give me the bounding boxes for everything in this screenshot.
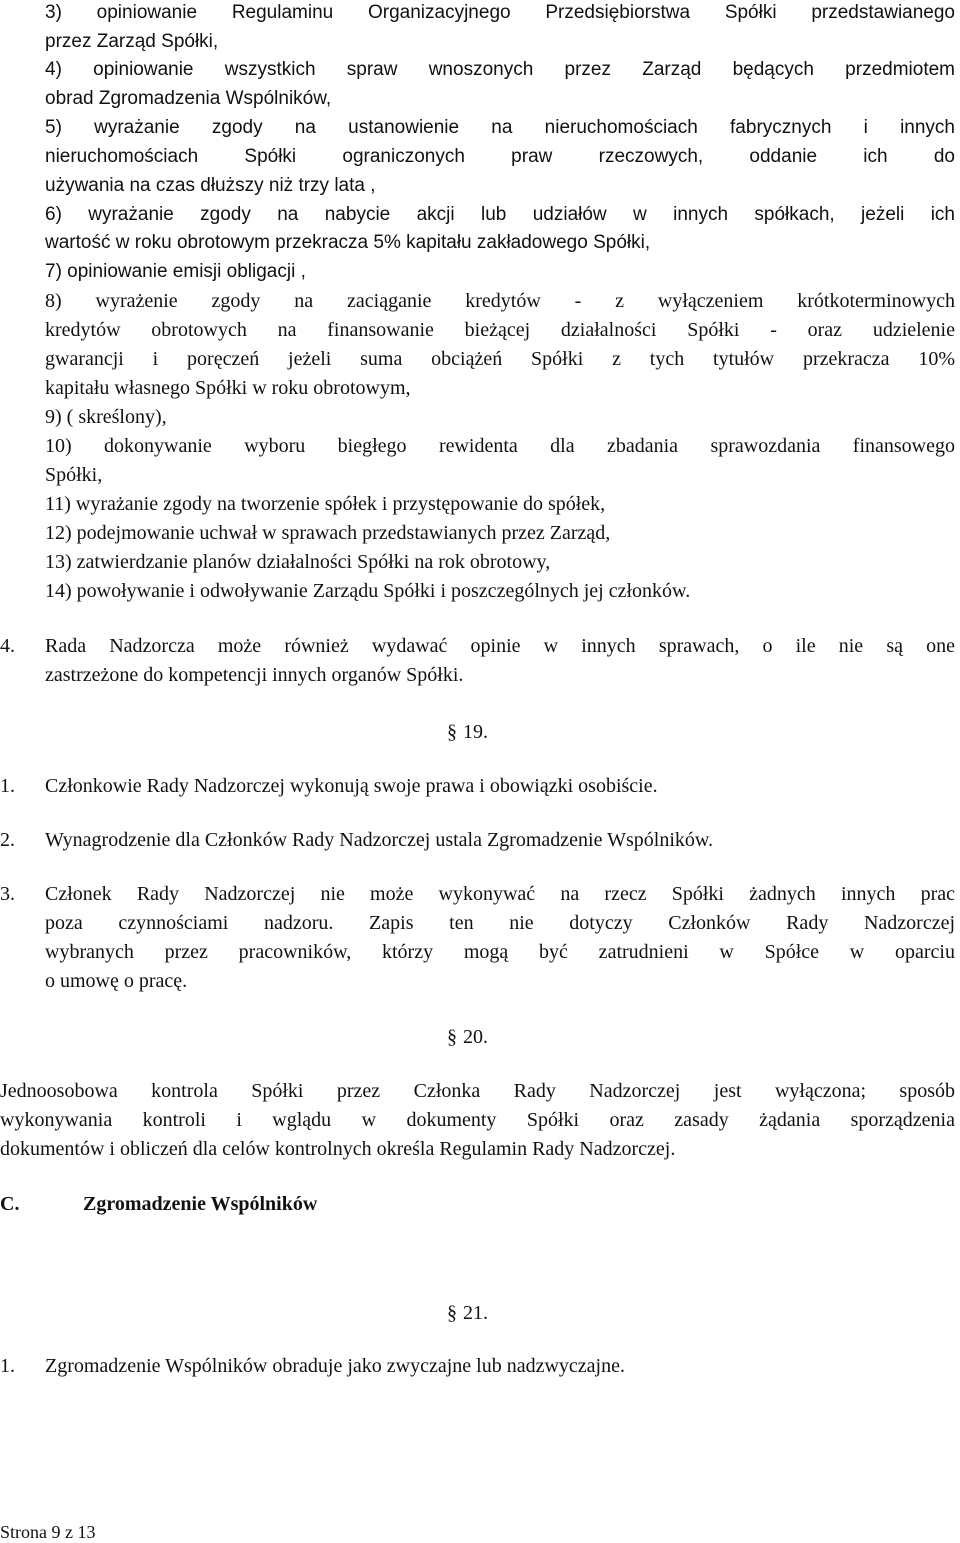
list-item-6-line-1: 6) wyrażanie zgody na nabycie akcji lub udziałów w innych spółkach, jeżeli ich xyxy=(45,204,955,225)
list-item-10-line-1: 10) dokonywanie wyboru biegłego rewidenta dla zbadania sprawozdania finansowego xyxy=(45,435,955,457)
section-19-point-3-line-4: o umowę o pracę. xyxy=(45,970,188,992)
section-symbol: § xyxy=(447,1026,457,1048)
list-item-13-line-1: 13) zatwierdzanie planów działalności Spółki na rok obrotowy, xyxy=(45,551,551,573)
section-number: 21. xyxy=(463,1302,488,1324)
list-item-6-line-2: wartość w roku obrotowym przekracza 5% kapitału zakładowego Spółki, xyxy=(45,232,651,253)
list-item-10-line-2: Spółki, xyxy=(45,464,103,486)
list-item-4-line-2: obrad Zgromadzenia Wspólników, xyxy=(45,88,332,109)
list-item-12-line-1: 12) podejmowanie uchwał w sprawach przedstawianych przez Zarząd, xyxy=(45,522,611,544)
section-19-point-2-number: 2. xyxy=(0,829,15,851)
list-item-3-line-1: 3) opiniowanie Regulaminu Organizacyjnego Przedsiębiorstwa Spółki przedstawianego xyxy=(45,2,955,23)
point-4-number: 4. xyxy=(0,635,15,657)
section-19-point-3-line-3: wybranych przez pracowników, którzy mogą być zatrudnieni w Spółce w oparciu xyxy=(45,941,955,963)
list-item-14-line-1: 14) powoływanie i odwoływanie Zarządu Spółki i poszczególnych jej członków. xyxy=(45,580,691,602)
chapter-title: Zgromadzenie Wspólników xyxy=(83,1193,318,1215)
list-item-8-line-1: 8) wyrażenie zgody na zaciąganie kredytów - z wyłączeniem krótkoterminowych xyxy=(45,290,955,312)
section-19-heading xyxy=(447,719,488,745)
section-19-point-3-line-2: poza czynnościami nadzoru. Zapis ten nie dotyczy Członków Rady Nadzorczej xyxy=(45,912,955,934)
point-4-line-2: zastrzeżone do kompetencji innych organów Spółki. xyxy=(45,664,464,686)
list-item-5-line-1: 5) wyrażanie zgody na ustanowienie na nieruchomościach fabrycznych i innych xyxy=(45,117,955,138)
section-19-point-3-number: 3. xyxy=(0,883,15,905)
section-20-line-2: wykonywania kontroli i wglądu w dokumenty Spółki oraz zasady żądania sporządzenia xyxy=(0,1109,955,1131)
section-number: 20. xyxy=(463,1026,488,1048)
section-21-heading xyxy=(447,1300,488,1326)
section-number: 19. xyxy=(463,721,488,743)
section-19-point-2-line-1: Wynagrodzenie dla Członków Rady Nadzorczej ustala Zgromadzenie Wspólników. xyxy=(45,829,714,851)
section-21-point-1-number: 1. xyxy=(0,1355,15,1377)
list-item-8-line-4: kapitału własnego Spółki w roku obrotowym, xyxy=(45,377,411,399)
list-item-5-line-3: używania na czas dłuższy niż trzy lata , xyxy=(45,175,376,196)
list-item-9-line-1: 9) ( skreślony), xyxy=(45,406,167,428)
list-item-7-line-1: 7) opiniowanie emisji obligacji , xyxy=(45,261,306,282)
section-20-line-1: Jednoosobowa kontrola Spółki przez Członka Rady Nadzorczej jest wyłączona; sposób xyxy=(0,1080,955,1102)
section-symbol: § xyxy=(447,721,457,743)
list-item-8-line-3: gwarancji i poręczeń jeżeli suma obciążeń Spółki z tych tytułów przekracza 10% xyxy=(45,348,955,370)
section-20-line-3: dokumentów i obliczeń dla celów kontrolnych określa Regulamin Rady Nadzorczej. xyxy=(0,1138,676,1160)
page-footer: Strona 9 z 13 xyxy=(0,1522,96,1542)
section-19-point-3-line-1: Członek Rady Nadzorczej nie może wykonywać na rzecz Spółki żadnych innych prac xyxy=(45,883,955,905)
list-item-5-line-2: nieruchomościach Spółki ograniczonych praw rzeczowych, oddanie ich do xyxy=(45,146,955,167)
section-symbol: § xyxy=(447,1302,457,1324)
list-item-4-line-1: 4) opiniowanie wszystkich spraw wnoszonych przez Zarząd będących przedmiotem xyxy=(45,59,955,80)
list-item-3-line-2: przez Zarząd Spółki, xyxy=(45,31,219,52)
section-19-point-1-line-1: Członkowie Rady Nadzorczej wykonują swoje prawa i obowiązki osobiście. xyxy=(45,775,658,797)
section-19-point-1-number: 1. xyxy=(0,775,15,797)
list-item-11-line-1: 11) wyrażanie zgody na tworzenie spółek i przystępowanie do spółek, xyxy=(45,493,606,515)
point-4-line-1: Rada Nadzorcza może również wydawać opinie w innych sprawach, o ile nie są one xyxy=(45,635,955,657)
section-21-point-1-line-1: Zgromadzenie Wspólników obraduje jako zwyczajne lub nadzwyczajne. xyxy=(45,1355,625,1377)
chapter-letter: C. xyxy=(0,1193,20,1215)
section-20-heading xyxy=(447,1024,488,1050)
list-item-8-line-2: kredytów obrotowych na finansowanie bieżącej działalności Spółki - oraz udzielenie xyxy=(45,319,955,341)
